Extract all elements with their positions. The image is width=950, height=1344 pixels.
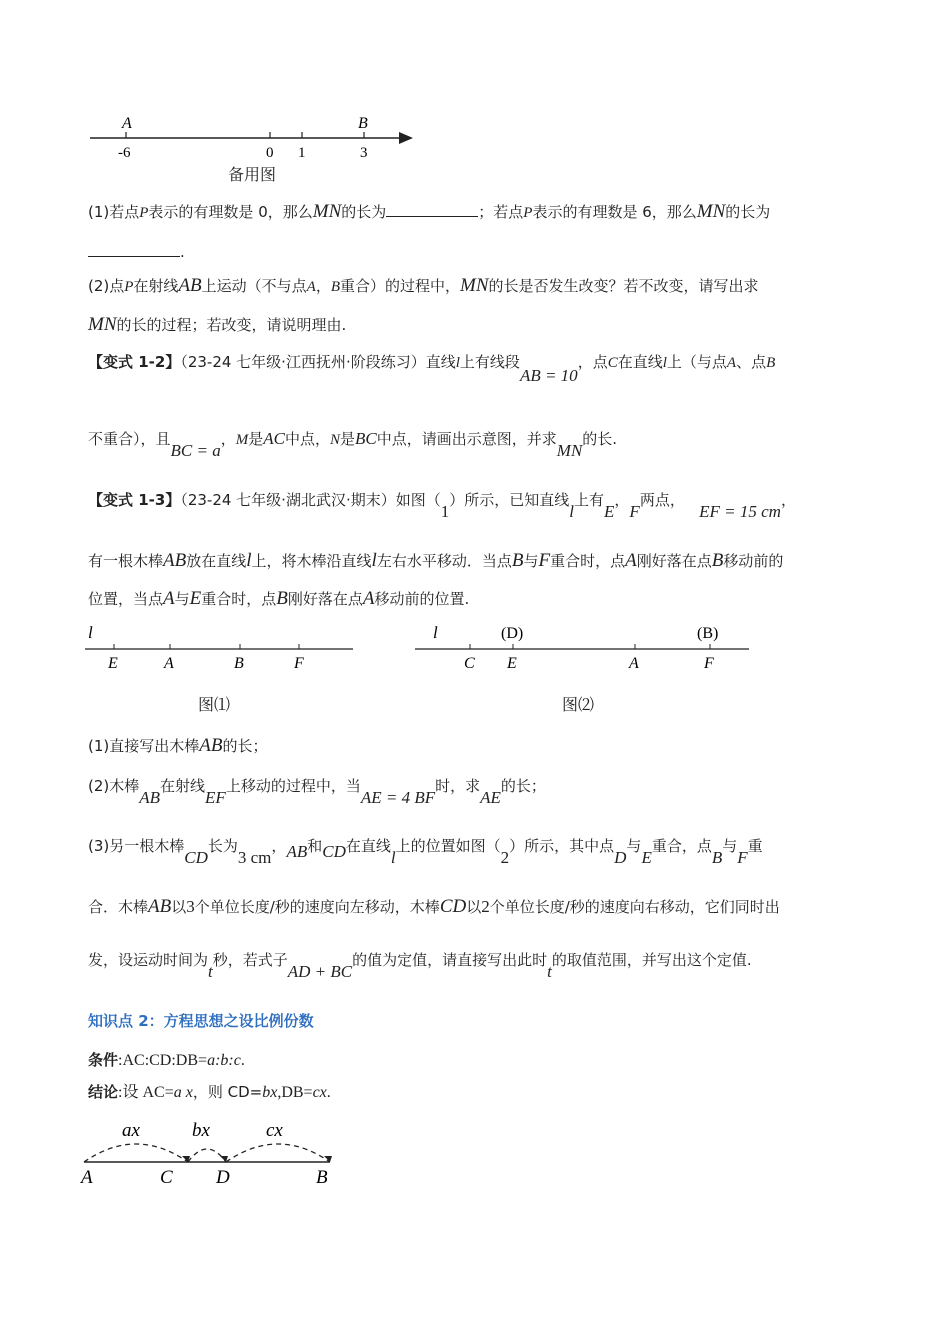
point-a: A xyxy=(164,655,174,672)
point-d-label: (D) xyxy=(501,625,524,642)
line-l-label: l xyxy=(433,623,438,642)
answer-blank[interactable] xyxy=(88,242,180,257)
sub-question-2: (2)木棒AB在射线EF上移动的过程中，当AE = 4 BF时，求AE的长； xyxy=(88,777,546,807)
figure-1 xyxy=(85,618,365,678)
tick-label: 3 xyxy=(360,145,368,161)
point-f: F xyxy=(294,655,304,672)
condition-line: 条件:AC:CD:DB=a:b:c. xyxy=(88,1051,245,1069)
point-b-label: B xyxy=(358,115,368,132)
figure-2-caption: 图⑵ xyxy=(562,697,595,714)
knowledge-heading: 知识点 2：方程思想之设比例份数 xyxy=(88,1012,314,1030)
question-2: (2)点P在射线AB上运动（不与点A，B重合）的过程中，MN的长是否发生改变？若不改变，请写出求 xyxy=(88,275,759,296)
point-b: B xyxy=(316,1167,328,1188)
point-f: F xyxy=(704,655,714,672)
arc-label-cx: cx xyxy=(266,1120,283,1141)
variant-1-3-line2: 有一根木棒AB放在直线l上，将木棒沿直线l左右水平移动．当点B与F重合时，点A刚好落在点B移动前的 xyxy=(88,550,784,571)
line-l-label: l xyxy=(88,623,93,642)
arc-label-bx: bx xyxy=(192,1120,210,1141)
sub-question-1: (1)直接写出木棒AB的长； xyxy=(88,735,268,756)
figure-1-caption: 图⑴ xyxy=(198,697,231,714)
figure-2 xyxy=(415,618,755,678)
variant-1-2: 【变式 1-2】（23-24 七年级·江西抚州·阶段练习）直线l上有线段AB = 10，点C在直线l上（与点A、点B xyxy=(88,353,776,385)
variant-1-3-line3: 位置，当点A与E重合时，点B刚好落在点A移动前的位置. xyxy=(88,588,470,609)
tick-label: -6 xyxy=(118,145,131,161)
point-c: C xyxy=(160,1167,173,1188)
question-1: (1)若点P表示的有理数是 0，那么MN的长为 ；若点P表示的有理数是 6，那么MN的长为 xyxy=(88,201,771,222)
conclusion-line: 结论:设 AC=a x，则 CD=bx,DB=cx. xyxy=(88,1083,331,1101)
point-b: B xyxy=(234,655,244,672)
point-d: D xyxy=(216,1167,230,1188)
point-a: A xyxy=(81,1167,93,1188)
question-1-cont: . xyxy=(88,242,185,262)
arc-label-ax: ax xyxy=(122,1120,140,1141)
variant-1-2-cont: 不重合），且BC = a，M是AC中点，N是BC中点，请画出示意图，并求MN的长. xyxy=(88,429,618,460)
answer-blank[interactable] xyxy=(386,202,478,217)
variant-1-3: 【变式 1-3】（23-24 七年级·湖北武汉·期末）如图（1）所示，已知直线l上有E，F两点， EF = 15 cm， xyxy=(88,491,796,521)
figure-caption: 备用图 xyxy=(228,165,277,184)
sub-question-3-line2: 合．木棒AB以3个单位长度/秒的速度向左移动，木棒CD以2个单位长度/秒的速度向右移动，它们同时出 xyxy=(88,896,780,917)
point-c: C xyxy=(464,655,475,672)
question-2-cont: MN的长的过程；若改变，请说明理由. xyxy=(88,314,347,335)
ratio-figure xyxy=(78,1112,348,1192)
sub-question-3-line3: 发，设运动时间为t秒，若式子AD + BC的值为定值，请直接写出此时t的取值范围，并写出这个定值. xyxy=(88,951,752,981)
tick-label: 1 xyxy=(298,145,306,161)
point-e: E xyxy=(507,655,517,672)
point-b-label: (B) xyxy=(697,625,719,642)
point-e: E xyxy=(108,655,118,672)
point-a-label: A xyxy=(122,115,132,132)
point-a: A xyxy=(629,655,639,672)
sub-question-3: (3)另一根木棒CD长为3 cm，AB和CD在直线l上的位置如图（2）所示，其中点D与E重合，点B与F重 xyxy=(88,837,763,867)
tick-label: 0 xyxy=(266,145,274,161)
